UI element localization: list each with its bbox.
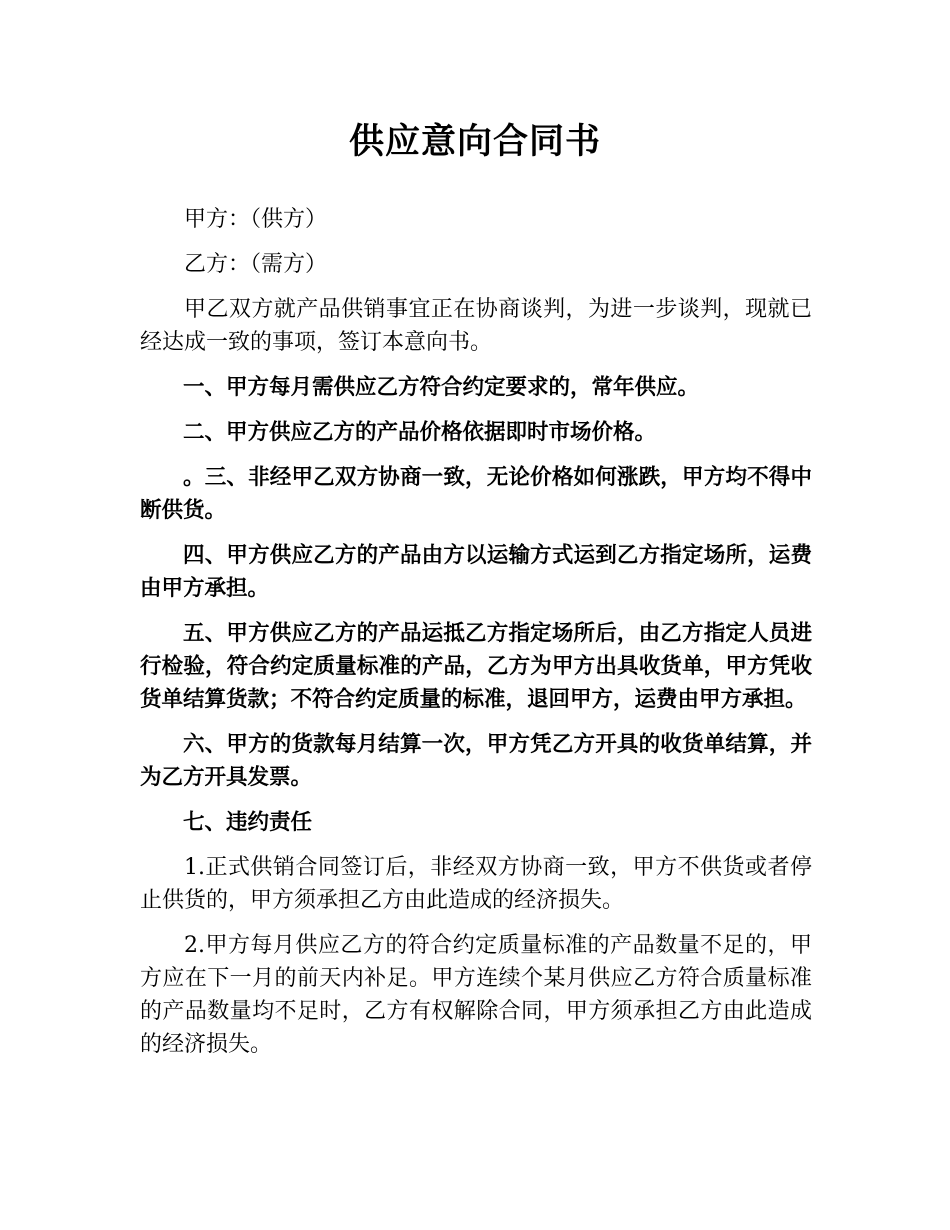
document-title: 供应意向合同书 (348, 122, 601, 162)
intro-paragraph: 甲乙双方就产品供销事宜正在协商谈判，为进一步谈判，现就已经达成一致的事项，签订本意向书。 (140, 297, 812, 355)
clause-6: 六、甲方的货款每月结算一次，甲方凭乙方开具的收货单结算，并为乙方开具发票。 (140, 732, 812, 790)
clause-7-heading: 七、违约责任 (183, 810, 313, 835)
clause-1: 一、甲方每月需供应乙方符合约定要求的，常年供应。 (183, 375, 700, 400)
clause-5: 五、甲方供应乙方的产品运抵乙方指定场所后，由乙方指定人员进行检验，符合约定质量标准的产品，乙方为甲方出具收货单，甲方凭收货单结算货款；不符合约定质量的标准，退回甲方，运费由甲方承担。 (140, 621, 812, 712)
clause-3: 。三、非经甲乙双方协商一致，无论价格如何涨跌，甲方均不得中断供货。 (140, 465, 812, 523)
clause-4: 四、甲方供应乙方的产品由方以运输方式运到乙方指定场所，运费由甲方承担。 (140, 543, 812, 601)
party-b-line: 乙方：（需方） (184, 252, 328, 277)
document-body (140, 203, 812, 1073)
party-a-line: 甲方：（供方） (184, 207, 328, 232)
liability-item-2: 2.甲方每月供应乙方的符合约定质量标准的产品数量不足的，甲方应在下一月的前天内补足。甲方连续个某月供应乙方符合质量标准的产品数量均不足时，乙方有权解除合同，甲方须承担乙方由此造成的经济损失。 (140, 933, 812, 1057)
liability-item-1: 1.正式供销合同签订后，非经双方协商一致，甲方不供货或者停止供货的，甲方须承担乙方由此造成的经济损失。 (140, 855, 812, 913)
clause-2: 二、甲方供应乙方的产品价格依据即时市场价格。 (183, 420, 657, 445)
